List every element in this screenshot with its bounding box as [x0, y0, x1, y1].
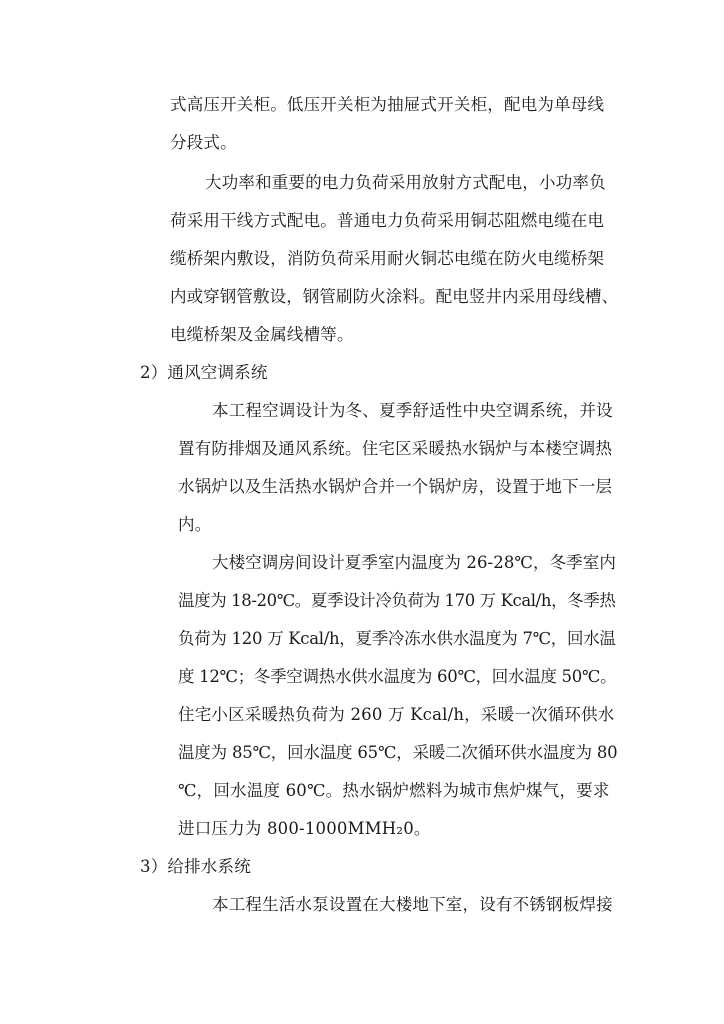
- text-line: 负荷为 120 万 Kcal/h，夏季冷冻水供水温度为 7℃，回水温: [178, 629, 616, 648]
- text-line: 内。: [178, 515, 212, 534]
- text-line: ℃，回水温度 60℃。热水锅炉燃料为城市焦炉煤气，要求: [178, 781, 610, 800]
- text-line: 式高压开关柜。低压开关柜为抽屉式开关柜，配电为单母线: [170, 95, 605, 114]
- text-line: 荷采用干线方式配电。普通电力负荷采用铜芯阻燃电缆在电: [170, 211, 605, 230]
- section-heading: 3）给排水系统: [140, 857, 251, 876]
- text-line: 大功率和重要的电力负荷采用放射方式配电，小功率负: [205, 173, 606, 192]
- text-line: 电缆桥架及金属线槽等。: [170, 325, 354, 344]
- section-heading: 2）通风空调系统: [140, 363, 268, 382]
- text-line: 本工程空调设计为冬、夏季舒适性中央空调系统，并设: [212, 401, 613, 420]
- text-line: 温度为 18-20℃。夏季设计冷负荷为 170 万 Kcal/h，冬季热: [178, 591, 616, 610]
- text-line: 度 12℃；冬季空调热水供水温度为 60℃，回水温度 50℃。: [178, 667, 617, 686]
- text-line: 大楼空调房间设计夏季室内温度为 26-28℃，冬季室内: [212, 553, 616, 572]
- text-line: 温度为 85℃，回水温度 65℃，采暖二次循环供水温度为 80: [178, 743, 618, 762]
- text-line: 水锅炉以及生活热水锅炉合并一个锅炉房，设置于地下一层: [178, 477, 613, 496]
- text-line: 进口压力为 800-1000MMH₂0。: [178, 819, 431, 838]
- text-line: 本工程生活水泵设置在大楼地下室，设有不锈钢板焊接: [212, 895, 613, 914]
- text-line: 内或穿钢管敷设，钢管刷防火涂料。配电竖井内采用母线槽、: [170, 287, 619, 306]
- text-line: 住宅小区采暖热负荷为 260 万 Kcal/h，采暖一次循环供水: [178, 705, 615, 724]
- text-line: 置有防排烟及通风系统。住宅区采暖热水锅炉与本楼空调热: [178, 439, 613, 458]
- text-line: 分段式。: [170, 133, 237, 152]
- text-line: 缆桥架内敷设，消防负荷采用耐火铜芯电缆在防火电缆桥架: [170, 249, 605, 268]
